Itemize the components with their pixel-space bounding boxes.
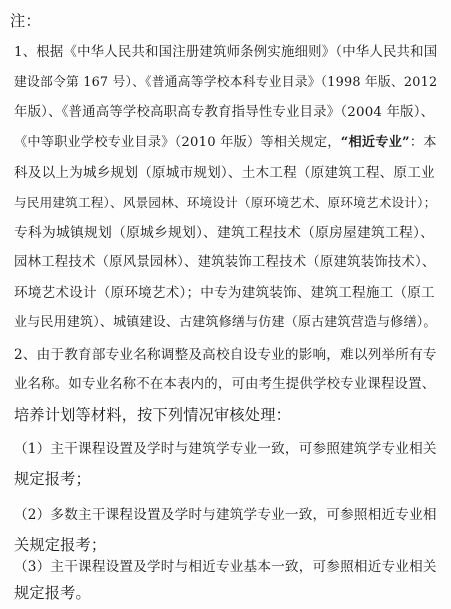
paragraph-line: 培养计划等材料，按下列情况审核处理： (14, 406, 291, 424)
paragraph-line: 科及以上为城乡规划（原城市规划）、土木工程（原建筑工程、原工业 (14, 165, 435, 181)
paragraph-line: 规定报考； (14, 470, 91, 488)
paragraph-line: 业名称。如专业名称不在本表内的，可由考生提供学校专业课程设置、 (14, 377, 436, 392)
paragraph-line: 1、根据《中华人民共和国注册建筑师条例实施细则》（中华人民共和国 (14, 45, 438, 60)
paragraph-line: 建设部令第 167 号）、《普通高等学校本科专业目录》（1998 年版、2012 (14, 75, 438, 90)
paragraph-line: 规定报考。 (14, 584, 91, 602)
paragraph-line: 年版）、《普通高等学校高职高专教育指导性专业目录》（2004 年版）、 (14, 105, 435, 120)
paragraph-line: （2）多数主干课程设置及学时与建筑学专业一致，可参照相近专业相 (14, 507, 437, 523)
emphasized-term: “相近专业” (340, 135, 410, 150)
paragraph-line: 业与民用建筑）、城镇建设、古建筑修缮与仿建（原古建筑营造与修缮）。 (14, 315, 437, 330)
paragraph-line: 《中等职业学校专业目录》（2010 年版）等相关规定，“相近专业”：本 (14, 135, 437, 150)
paragraph-line: 2、由于教育部专业名称调整及高校自设专业的影响，难以列举所有专 (14, 347, 437, 363)
paragraph-line: 环境艺术设计（原环境艺术）；中专为建筑装饰、建筑工程施工（原工 (14, 285, 435, 301)
notes-heading: 注： (10, 12, 41, 30)
paragraph-line: 与民用建筑工程）、风景园林、环境设计（原环境艺术、原环境艺术设计）； (14, 195, 437, 210)
paragraph-line: 专科为城镇规划（原城乡规划）、建筑工程技术（原房屋建筑工程）、 (14, 225, 435, 241)
paragraph-line: （3）主干课程设置及学时与相近专业基本一致，可参照相近专业相关 (14, 559, 437, 575)
paragraph-line: （1）主干课程设置及学时与建筑学专业一致，可参照建筑学专业相关 (14, 441, 437, 457)
paragraph-line: 园林工程技术（原风景园林）、建筑装饰工程技术（原建筑装饰技术）、 (14, 255, 436, 270)
paragraph-line: 关规定报考； (14, 536, 107, 554)
